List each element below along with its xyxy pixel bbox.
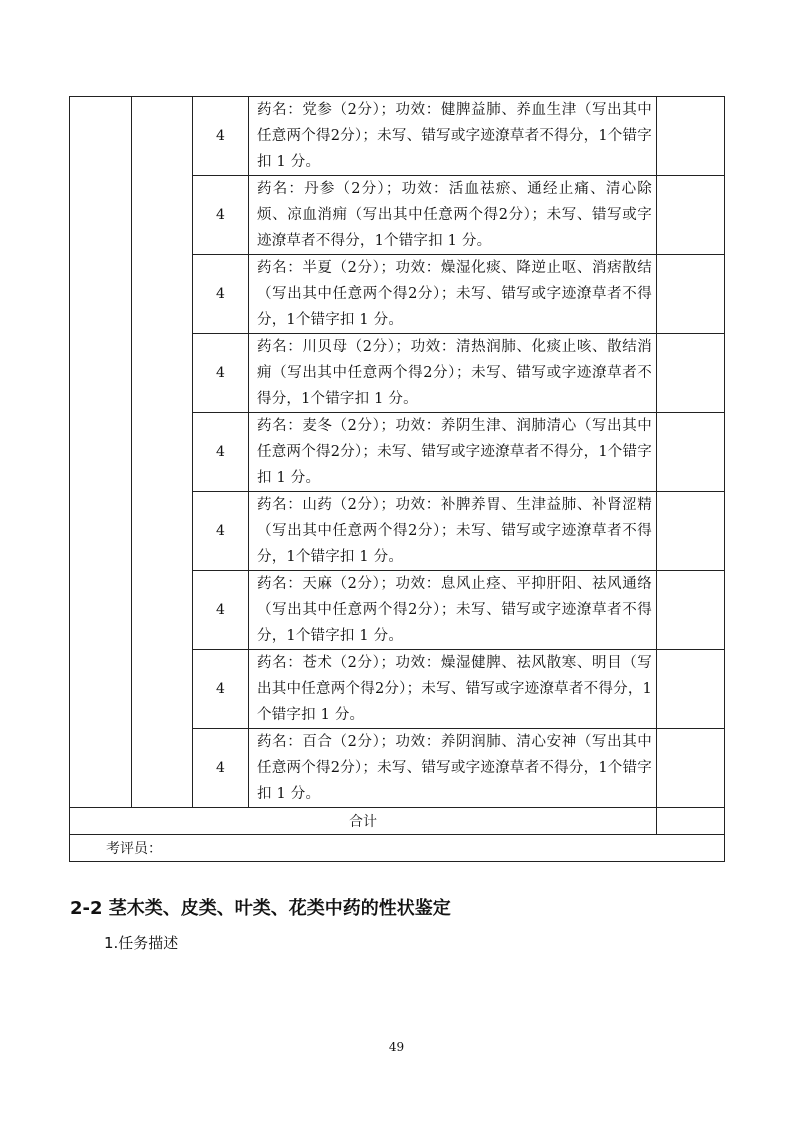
criteria-cell: 药名：川贝母（2分）；功效：清热润肺、化痰止咳、散结消痈（写出其中任意两个得2分）；未写、错写或字迹潦草者不得分，1个错字扣 1 分。 — [249, 334, 657, 413]
score-cell — [657, 413, 725, 492]
score-cell — [657, 729, 725, 808]
category-cell — [70, 97, 132, 808]
criteria-cell: 药名：丹参（2分）；功效：活血祛瘀、通经止痛、清心除烦、凉血消痈（写出其中任意两个得2分）；未写、错写或字迹潦草者不得分，1个错字扣 1 分。 — [249, 176, 657, 255]
criteria-cell: 药名：麦冬（2分）；功效：养阴生津、润肺清心（写出其中任意两个得2分）；未写、错写或字迹潦草者不得分，1个错字扣 1 分。 — [249, 413, 657, 492]
scoring-table — [69, 96, 725, 862]
points-cell: 4 — [193, 492, 249, 571]
criteria-cell: 药名：半夏（2分）；功效：燥湿化痰、降逆止呕、消痞散结（写出其中任意两个得2分）；未写、错写或字迹潦草者不得分，1个错字扣 1 分。 — [249, 255, 657, 334]
points-cell: 4 — [193, 729, 249, 808]
task-description-heading: 1.任务描述 — [104, 934, 179, 952]
points-cell: 4 — [193, 413, 249, 492]
total-row — [70, 808, 725, 835]
score-cell — [657, 571, 725, 650]
score-cell — [657, 255, 725, 334]
section-title: 2-2 茎木类、皮类、叶类、花类中药的性状鉴定 — [70, 898, 451, 919]
table-row — [70, 97, 725, 176]
score-cell — [657, 97, 725, 176]
points-cell: 4 — [193, 334, 249, 413]
score-cell — [657, 492, 725, 571]
score-cell — [657, 176, 725, 255]
score-cell — [657, 650, 725, 729]
subcategory-cell — [132, 97, 193, 808]
points-cell: 4 — [193, 176, 249, 255]
criteria-cell: 药名：党参（2分）；功效：健脾益肺、养血生津（写出其中任意两个得2分）；未写、错写或字迹潦草者不得分，1个错字扣 1 分。 — [249, 97, 657, 176]
criteria-cell: 药名：山药（2分）；功效：补脾养胃、生津益肺、补肾涩精（写出其中任意两个得2分）；未写、错写或字迹潦草者不得分，1个错字扣 1 分。 — [249, 492, 657, 571]
points-cell: 4 — [193, 650, 249, 729]
score-cell — [657, 334, 725, 413]
examiner-row — [70, 835, 725, 862]
page-number: 49 — [388, 1040, 405, 1054]
criteria-cell: 药名：天麻（2分）；功效：息风止痉、平抑肝阳、祛风通络（写出其中任意两个得2分）；未写、错写或字迹潦草者不得分，1个错字扣 1 分。 — [249, 571, 657, 650]
total-score-cell — [657, 808, 725, 835]
points-cell: 4 — [193, 571, 249, 650]
total-label: 合计 — [70, 808, 657, 835]
examiner-label: 考评员： — [70, 835, 725, 862]
criteria-cell: 药名：百合（2分）；功效：养阴润肺、清心安神（写出其中任意两个得2分）；未写、错写或字迹潦草者不得分，1个错字扣 1 分。 — [249, 729, 657, 808]
criteria-cell: 药名：苍术（2分）；功效：燥湿健脾、祛风散寒、明目（写出其中任意两个得2分）；未写、错写或字迹潦草者不得分，1个错字扣 1 分。 — [249, 650, 657, 729]
points-cell: 4 — [193, 97, 249, 176]
points-cell: 4 — [193, 255, 249, 334]
